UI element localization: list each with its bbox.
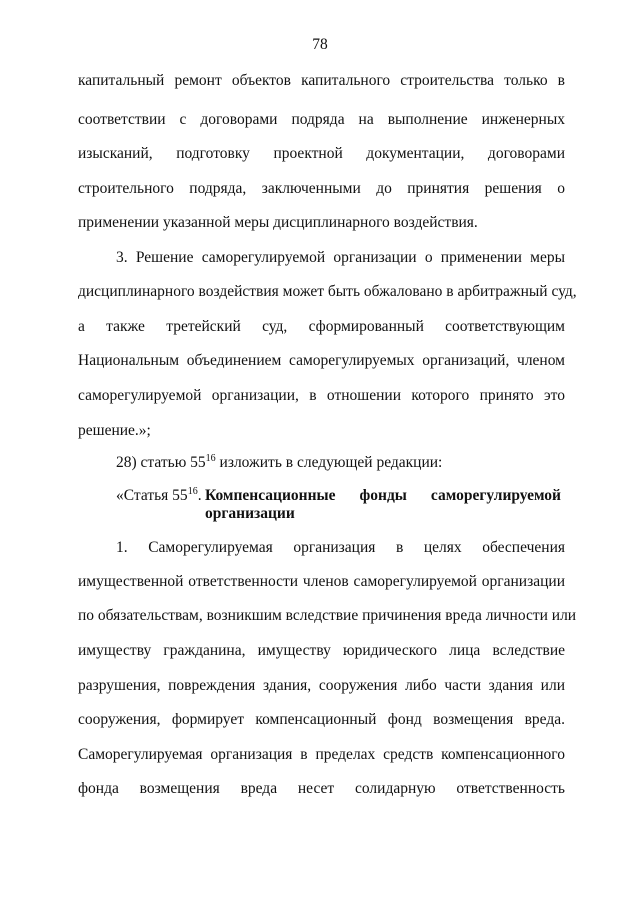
paragraph-1-first-line: 1. Саморегулируемая организация в целях обеспечения [116, 539, 565, 556]
text-line: Национальным объединением саморегулируемых организаций, членом [78, 352, 565, 369]
text-line: дисциплинарного воздействия может быть обжаловано в арбитражный суд, [78, 283, 577, 300]
text-line: саморегулируемой организации, в отношении которого принято это [78, 387, 565, 404]
item-28-text: 28) статью 55 [116, 454, 206, 471]
text-line: фонда возмещения вреда несет солидарную ответственность [78, 780, 565, 797]
article-number [116, 486, 205, 506]
text-line: разрушения, повреждения здания, сооружения либо части здания или [78, 677, 565, 694]
text-line: а также третейский суд, сформированный соответствующим [78, 318, 565, 335]
item-28 [116, 453, 565, 473]
superscript: 16 [187, 486, 198, 497]
article-prefix: «Статья 55 [116, 487, 188, 504]
superscript: 16 [205, 453, 216, 464]
text-line: Саморегулируемая организация в пределах средств компенсационного [78, 746, 565, 763]
item-28-text-end: изложить в следующей редакции: [215, 454, 443, 471]
article-dot: . [197, 487, 202, 504]
text-line: капитальный ремонт объектов капитального строительства только в [78, 72, 565, 89]
text-line: по обязательствам, возникшим вследствие причинения вреда личности или [78, 607, 577, 624]
text-line: имущественной ответственности членов саморегулируемой организации [78, 573, 565, 590]
text-line: соответствии с договорами подряда на выполнение инженерных [78, 111, 565, 128]
text-line: сооружения, формирует компенсационный фонд возмещения вреда. [78, 711, 565, 728]
paragraph-3-first-line: 3. Решение саморегулируемой организации о применении меры [116, 249, 565, 266]
text-line: изысканий, подготовку проектной документации, договорами [78, 145, 565, 162]
text-line: решение.»; [78, 422, 151, 439]
text-line: строительного подряда, заключенными до принятия решения о [78, 180, 565, 197]
page-number: 78 [312, 36, 328, 53]
article-title-continued: организации [205, 505, 295, 522]
text-line: применении указанной меры дисциплинарного воздействия. [78, 214, 478, 231]
article-title: Компенсационные фонды саморегулируемой [205, 487, 561, 504]
text-line: имуществу гражданина, имуществу юридического лица вследствие [78, 642, 565, 659]
article-heading [116, 486, 565, 506]
